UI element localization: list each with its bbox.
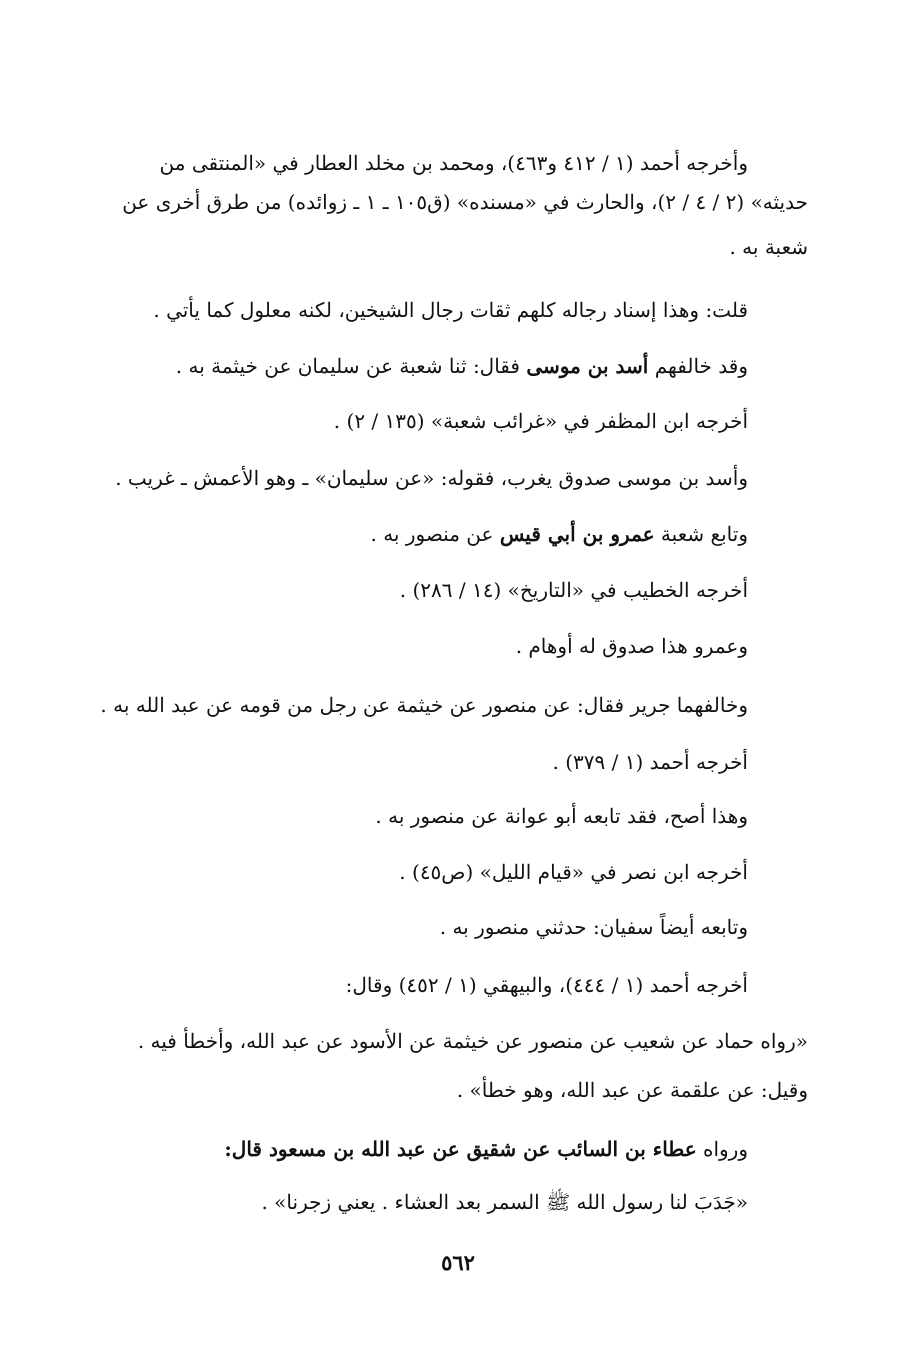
text-run: عن منصور به . — [370, 522, 500, 546]
text-run: أخرجه ابن نصر في «قيام الليل» (ص٤٥) . — [399, 860, 748, 884]
text-run: وتابعه أيضاً سفيان: حدثني منصور به . — [439, 915, 748, 939]
text-line — [70, 294, 748, 326]
text-line — [70, 630, 748, 662]
text-line — [70, 746, 748, 778]
text-run: «رواه حماد عن شعيب عن منصور عن خيثمة عن الأسود عن عبد الله، وأخطأ فيه . — [137, 1029, 808, 1053]
text-run: أخرجه أحمد (١ / ٤٤٤)، والبيهقي (١ / ٤٥٢) وقال: — [345, 973, 748, 997]
text-run: أخرجه الخطيب في «التاريخ» (١٤ / ٢٨٦) . — [399, 578, 748, 602]
text-run: أخرجه ابن المظفر في «غرائب شعبة» (١٣٥ / ٢) . — [333, 409, 748, 433]
bold-narrator-name: عمرو بن أبي قيس — [499, 522, 655, 546]
text-line — [70, 1025, 808, 1057]
text-line — [70, 856, 748, 888]
text-line — [70, 969, 748, 1001]
text-line — [70, 574, 748, 606]
text-run: وأسد بن موسى صدوق يغرب، فقوله: «عن سليمان» ـ وهو الأعمش ـ غريب . — [115, 466, 748, 490]
text-run: قلت: وهذا إسناد رجاله كلهم ثقات رجال الشيخين، لكنه معلول كما يأتي . — [153, 298, 748, 322]
text-run: وأخرجه أحمد (١ / ٤١٢ و٤٦٣)، ومحمد بن مخلد العطار في «المنتقى من — [159, 151, 748, 175]
text-run: ورواه — [696, 1137, 748, 1161]
text-run: أخرجه أحمد (١ / ٣٧٩) . — [552, 750, 748, 774]
text-line — [70, 689, 748, 721]
text-line — [70, 231, 808, 263]
bold-narrator-name: أسد بن موسى — [526, 354, 649, 378]
text-run: وهذا أصح، فقد تابعه أبو عوانة عن منصور به . — [375, 804, 748, 828]
text-line — [70, 1074, 808, 1106]
text-run: حديثه» (٢ / ٤ / ٢)، والحارث في «مسنده» (ق١٠٥ ـ ١ ـ زوائده) من طرق أخرى عن — [122, 190, 808, 214]
text-run: وتابع شعبة — [654, 522, 748, 546]
text-run: وخالفهما جرير فقال: عن منصور عن خيثمة عن رجل من قومه عن عبد الله به . — [100, 693, 748, 717]
text-line — [70, 911, 748, 943]
text-run: فقال: ثنا شعبة عن سليمان عن خيثمة به . — [175, 354, 527, 378]
text-line — [70, 1133, 748, 1165]
text-line — [70, 462, 748, 494]
text-line — [70, 405, 748, 437]
text-run: وقيل: عن علقمة عن عبد الله، وهو خطأ» . — [456, 1078, 808, 1102]
text-line — [70, 518, 748, 550]
text-line — [70, 800, 748, 832]
page-number: ٥٦٢ — [441, 1250, 475, 1275]
text-run: «جَدَبَ لنا رسول الله ﷺ السمر بعد العشاء . يعني زجرنا» . — [261, 1190, 748, 1214]
text-run: وقد خالفهم — [648, 354, 748, 378]
text-line — [70, 1186, 748, 1218]
text-line — [70, 147, 748, 179]
text-line — [70, 350, 748, 382]
text-run: وعمرو هذا صدوق له أوهام . — [515, 634, 748, 658]
bold-narrator-name: عطاء بن السائب عن شقيق عن عبد الله بن مسعود قال: — [224, 1137, 697, 1161]
text-line — [70, 186, 808, 218]
text-run: شعبة به . — [729, 235, 808, 259]
